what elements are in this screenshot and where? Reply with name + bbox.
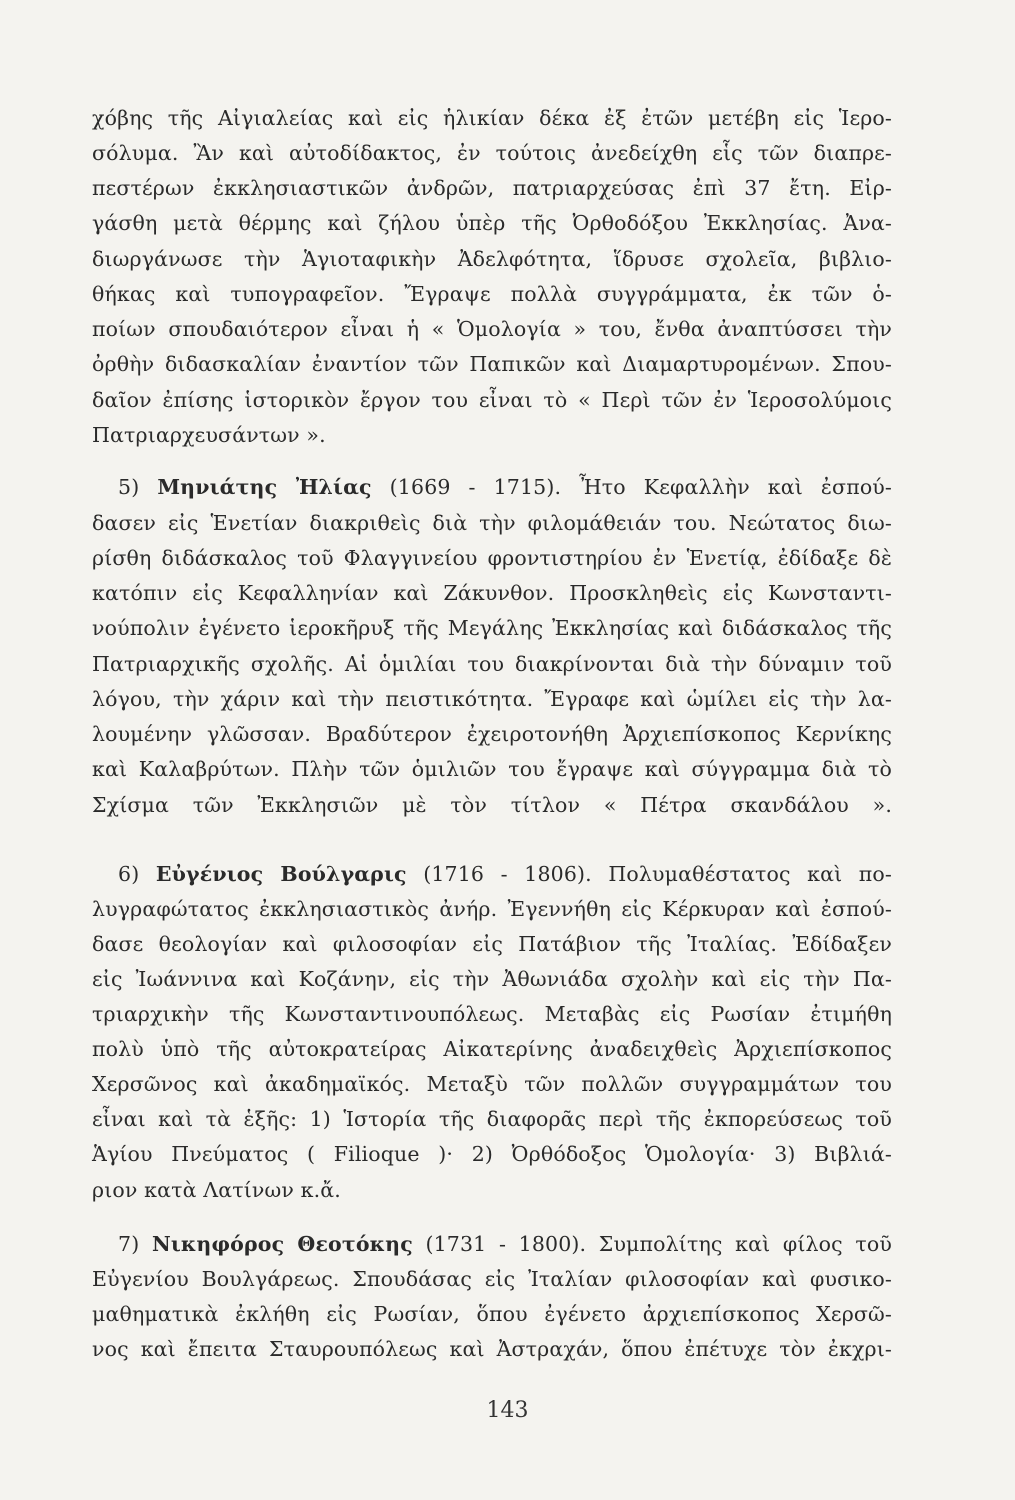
entry-number: 5): [118, 475, 140, 499]
text-line: Πατριαρχικῆς σχολῆς. Αἱ ὁμιλίαι του διακρίνονται διὰ τὴν δύναμιν τοῦ: [92, 652, 892, 676]
text-line: μαθηματικὰ ἐκλήθη εἰς Ρωσίαν, ὅπου ἐγένετο ἀρχιεπίσκοπος Χερσῶ-: [92, 1302, 892, 1326]
text-line: τριαρχικὴν τῆς Κωνσταντινουπόλεως. Μεταβὰς εἰς Ρωσίαν ἐτιμήθη: [92, 1002, 892, 1026]
text-line: Ἁγίου Πνεύματος ( Filioque )· 2) Ὀρθόδοξος Ὁμολογία· 3) Βιβλιά-: [92, 1142, 892, 1166]
text-line: Εὐγενίου Βουλγάρεως. Σπουδάσας εἰς Ἰταλίαν φιλοσοφίαν καὶ φυσικο-: [92, 1267, 892, 1291]
text-line: [92, 822, 892, 858]
text-line: ριον κατὰ Λατίνων κ.ἄ.: [92, 1178, 341, 1202]
text-line: νος καὶ ἔπειτα Σταυρουπόλεως καὶ Ἀστραχάν, ὅπου ἐπέτυχε τὸν ἐκχρι-: [92, 1337, 892, 1361]
text-line: σόλυμα. Ἂν καὶ αὐτοδίδακτος, ἐν τούτοις ἀνεδείχθη εἷς τῶν διαπρε-: [92, 141, 892, 165]
entry-first-line-text: (1716 - 1806). Πολυμαθέστατος καὶ πο-: [423, 862, 892, 886]
entry-first-line-text: (1669 - 1715). Ἦτο Κεφαλλὴν καὶ ἐσπού-: [389, 475, 892, 499]
text-line: χόβης τῆς Αἰγιαλείας καὶ εἰς ἡλικίαν δέκα ἐξ ἐτῶν μετέβη εἰς Ἱερο-: [92, 106, 892, 130]
text-line: δασεν εἰς Ἑνετίαν διακριθεὶς διὰ τὴν φιλομάθειάν του. Νεώτατος διω-: [92, 511, 892, 535]
text-line: γάσθη μετὰ θέρμης καὶ ζήλου ὑπὲρ τῆς Ὀρθοδόξου Ἐκκλησίας. Ἀνα-: [92, 211, 892, 235]
entry-name: Μηνιάτης Ἠλίας: [157, 475, 372, 499]
text-line: ρίσθη διδάσκαλος τοῦ Φλαγγινείου φροντιστηρίου ἐν Ἑνετίᾳ, ἐδίδαξε δὲ: [92, 546, 892, 570]
text-line: πολὺ ὑπὸ τῆς αὐτοκρατείρας Αἰκατερίνης ἀναδειχθεὶς Ἀρχιεπίσκοπος: [92, 1037, 892, 1061]
text-line: Χερσῶνος καὶ ἀκαδημαϊκός. Μεταξὺ τῶν πολλῶν συγγραμμάτων του: [92, 1072, 892, 1096]
page-number: 143: [486, 1398, 529, 1423]
text-line: Σχίσμα τῶν Ἐκκλησιῶν μὲ τὸν τίτλον « Πέτρα σκανδάλου ».: [92, 793, 892, 817]
text-line: δασε θεολογίαν καὶ φιλοσοφίαν εἰς Πατάβιον τῆς Ἰταλίας. Ἐδίδαξεν: [92, 932, 892, 956]
text-line: εἶναι καὶ τὰ ἑξῆς: 1) Ἱστορία τῆς διαφορᾶς περὶ τῆς ἐκπορεύσεως τοῦ: [92, 1107, 892, 1131]
text-line: ὀρθὴν διδασκαλίαν ἐναντίον τῶν Παπικῶν καὶ Διαμαρτυρομένων. Σπου-: [92, 352, 892, 376]
text-line: πεστέρων ἐκκλησιαστικῶν ἀνδρῶν, πατριαρχεύσας ἐπὶ 37 ἔτη. Εἰρ-: [92, 176, 892, 200]
text-line: Πατριαρχευσάντων ».: [92, 423, 326, 447]
entry-heading-line: [118, 856, 892, 892]
text-line: λόγου, τὴν χάριν καὶ τὴν πειστικότητα. Ἔγραφε καὶ ὡμίλει εἰς τὴν λα-: [92, 687, 892, 711]
entry-heading-line: [118, 1226, 892, 1262]
text-line: θήκας καὶ τυπογραφεῖον. Ἔγραψε πολλὰ συγγράμματα, ἐκ τῶν ὁ-: [92, 282, 892, 306]
entry-number: 7): [118, 1232, 140, 1256]
text-line: καὶ Καλαβρύτων. Πλὴν τῶν ὁμιλιῶν του ἔγραψε καὶ σύγγραμμα διὰ τὸ: [92, 757, 892, 781]
text-line: διωργάνωσε τὴν Ἁγιοταφικὴν Ἀδελφότητα, ἵδρυσε σχολεῖα, βιβλιο-: [92, 247, 892, 271]
text-line: νούπολιν ἐγένετο ἱεροκῆρυξ τῆς Μεγάλης Ἐκκλησίας καὶ διδάσκαλος τῆς: [92, 616, 892, 640]
entry-name: Νικηφόρος Θεοτόκης: [151, 1232, 413, 1256]
entry-first-line-text: (1731 - 1800). Συμπολίτης καὶ φίλος τοῦ: [425, 1232, 892, 1256]
text-line: δαῖον ἐπίσης ἱστορικὸν ἔργον του εἶναι τὸ « Περὶ τῶν ἐν Ἱεροσολύμοις: [92, 388, 892, 412]
text-line: λουμένην γλῶσσαν. Βραδύτερον ἐχειροτονήθη Ἀρχιεπίσκοπος Κερνίκης: [92, 722, 892, 746]
entry-heading-line: [118, 469, 892, 505]
text-line: εἰς Ἰωάννινα καὶ Κοζάνην, εἰς τὴν Ἀθωνιάδα σχολὴν καὶ εἰς τὴν Πα-: [92, 967, 892, 991]
text-line: κατόπιν εἰς Κεφαλληνίαν καὶ Ζάκυνθον. Προσκληθεὶς εἰς Κωνσταντι-: [92, 581, 892, 605]
entry-name: Εὐγένιος Βούλγαρις: [155, 862, 407, 886]
text-line: λυγραφώτατος ἐκκλησιαστικὸς ἀνήρ. Ἐγεννήθη εἰς Κέρκυραν καὶ ἐσπού-: [92, 897, 892, 921]
entry-number: 6): [118, 862, 140, 886]
text-line: ποίων σπουδαιότερον εἶναι ἡ « Ὁμολογία » του, ἔνθα ἀναπτύσσει τὴν: [92, 317, 892, 341]
